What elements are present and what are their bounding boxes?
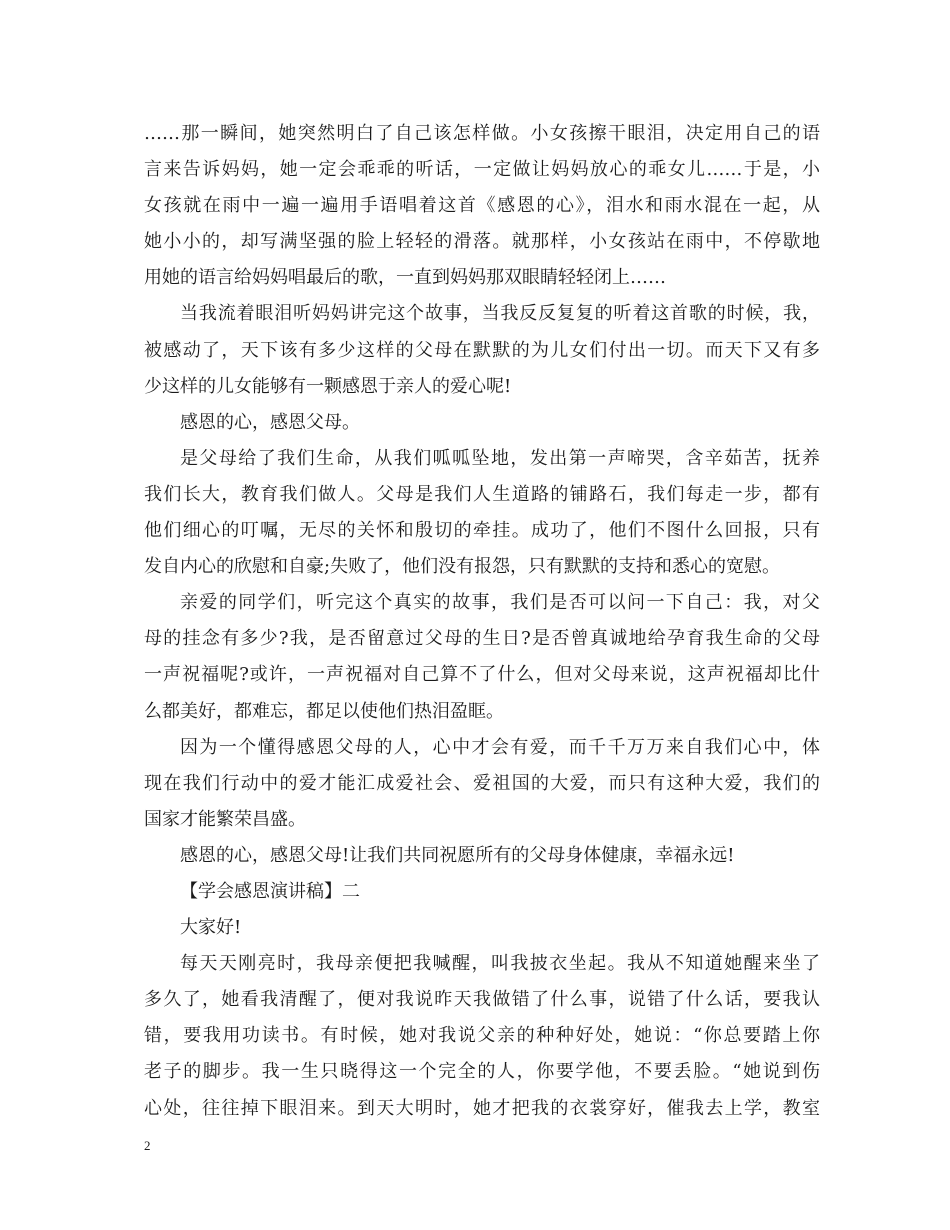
text-line: 亲爱的同学们，听完这个真实的故事，我们是否可以问一下自己：我，对父 <box>180 592 820 614</box>
text-line: 感恩的心，感恩父母。 <box>180 411 360 433</box>
text-line: 每天天刚亮时，我母亲便把我喊醒，叫我披衣坐起。我从不知道她醒来坐了 <box>180 953 820 975</box>
text-line: 因为一个懂得感恩父母的人，心中才会有爱，而千千万万来自我们心中，体 <box>180 736 820 758</box>
text-line: 发自内心的欣慰和自豪;失败了，他们没有报怨，只有默默的支持和悉心的宽慰。 <box>144 556 781 578</box>
text-line: 当我流着眼泪听妈妈讲完这个故事，当我反反复复的听着这首歌的时候，我， <box>180 303 820 325</box>
text-line: 他们细心的叮嘱，无尽的关怀和殷切的牵挂。成功了，他们不图什么回报，只有 <box>144 520 820 542</box>
text-line: 么都美好，都难忘，都足以使他们热泪盈眶。 <box>144 700 504 722</box>
text-line: 是父母给了我们生命，从我们呱呱坠地，发出第一声啼哭，含辛茹苦，抚养 <box>180 447 820 469</box>
text-line: 女孩就在雨中一遍一遍用手语唱着这首《感恩的心》，泪水和雨水混在一起，从 <box>144 195 820 217</box>
text-line: 多久了，她看我清醒了，便对我说昨天我做错了什么事，说错了什么话，要我认 <box>144 989 820 1011</box>
text-line: 大家好! <box>180 917 242 939</box>
text-line: 被感动了，天下该有多少这样的父母在默默的为儿女们付出一切。而天下又有多 <box>144 339 820 361</box>
text-line: 母的挂念有多少?我，是否留意过父母的生日?是否曾真诚地给孕育我生命的父母 <box>144 628 820 650</box>
page-number: 2 <box>144 1138 151 1153</box>
text-line: 用她的语言给妈妈唱最后的歌，一直到妈妈那双眼睛轻轻闭上…… <box>144 267 666 289</box>
text-line: 国家才能繁荣昌盛。 <box>144 808 306 830</box>
text-line: 她小小的，却写满坚强的脸上轻轻的滑落。就那样，小女孩站在雨中，不停歇地 <box>144 231 820 253</box>
text-line: 现在我们行动中的爱才能汇成爱社会、爱祖国的大爱，而只有这种大爱，我们的 <box>144 772 820 794</box>
text-line: 【学会感恩演讲稿】二 <box>180 880 360 902</box>
text-line: 一声祝福呢?或许，一声祝福对自己算不了什么，但对父母来说，这声祝福却比什 <box>144 664 820 686</box>
document-body-text <box>144 116 820 1127</box>
text-line: 错，要我用功读书。有时候，她对我说父亲的种种好处，她说：“你总要踏上你 <box>144 1025 820 1047</box>
text-line: ……那一瞬间，她突然明白了自己该怎样做。小女孩擦干眼泪，决定用自己的语 <box>144 123 820 144</box>
text-line: 老子的脚步。我一生只晓得这一个完全的人，你要学他，不要丢脸。“她说到伤 <box>144 1061 820 1083</box>
text-line: 心处，往往掉下眼泪来。到天大明时，她才把我的衣裳穿好，催我去上学，教室 <box>144 1097 820 1119</box>
text-line: 感恩的心，感恩父母!让我们共同祝愿所有的父母身体健康，幸福永远! <box>180 844 735 866</box>
text-line: 少这样的儿女能够有一颗感恩于亲人的爱心呢! <box>144 375 512 397</box>
text-line: 我们长大，教育我们做人。父母是我们人生道路的铺路石，我们每走一步，都有 <box>144 483 820 505</box>
text-line: 言来告诉妈妈，她一定会乖乖的听话，一定做让妈妈放心的乖女儿……于是，小 <box>144 159 820 181</box>
